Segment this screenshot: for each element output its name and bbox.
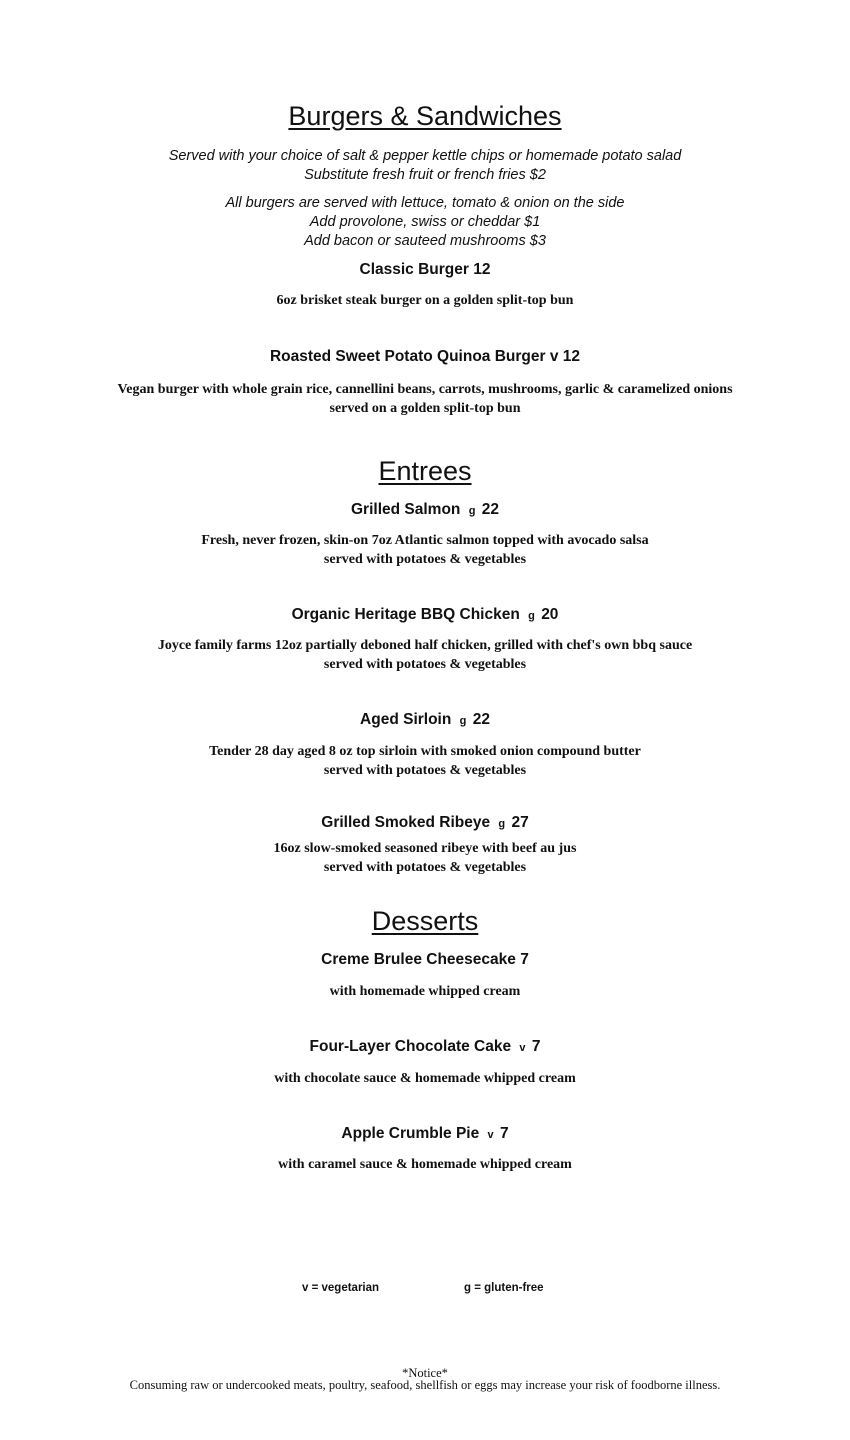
item-description: Joyce family farms 12oz partially deboned half chicken, grilled with chef's own bbq sauce bbox=[157, 638, 693, 653]
item-description: Tender 28 day aged 8 oz top sirloin with smoked onion compound butter bbox=[209, 744, 641, 759]
notice-title: *Notice* bbox=[402, 1366, 448, 1380]
item-description: with chocolate sauce & homemade whipped cream bbox=[274, 1071, 576, 1086]
item-description: with caramel sauce & homemade whipped cream bbox=[278, 1157, 572, 1172]
item-description: served with potatoes & vegetables bbox=[323, 657, 527, 672]
item-name: Apple Crumble Pie bbox=[341, 1125, 480, 1142]
item-name: Roasted Sweet Potato Quinoa Burger bbox=[269, 348, 546, 365]
item-tag: g bbox=[459, 715, 467, 727]
burgers-note-sides: Served with your choice of salt & pepper kettle chips or homemade potato salad bbox=[168, 148, 682, 164]
item-name: Grilled Salmon bbox=[351, 501, 461, 518]
item-price: 27 bbox=[511, 814, 529, 831]
menu-item-creme-brulee-cheesecake bbox=[0, 951, 850, 969]
item-price: 12 bbox=[473, 261, 491, 278]
legend-vegetarian: v = vegetarian bbox=[302, 1282, 380, 1294]
item-description: with homemade whipped cream bbox=[329, 984, 521, 999]
burgers-note-toppings: All burgers are served with lettuce, tomato & onion on the side bbox=[225, 195, 625, 211]
item-name: Organic Heritage BBQ Chicken bbox=[291, 606, 520, 623]
menu-item-apple-crumble-pie bbox=[0, 1125, 850, 1143]
legend-gluten-free: g = gluten-free bbox=[464, 1282, 544, 1294]
menu-item-bbq-chicken bbox=[0, 606, 850, 624]
menu-item-sweet-potato-burger bbox=[0, 348, 850, 366]
section-title-burgers: Burgers & Sandwiches bbox=[288, 101, 562, 131]
item-description: served with potatoes & vegetables bbox=[323, 763, 527, 778]
menu-item-chocolate-cake bbox=[0, 1038, 850, 1056]
item-name: Grilled Smoked Ribeye bbox=[321, 814, 491, 831]
item-price: 12 bbox=[562, 348, 581, 365]
menu-item-classic-burger bbox=[0, 261, 850, 279]
item-price: 7 bbox=[531, 1038, 541, 1055]
menu-item-grilled-salmon bbox=[0, 501, 850, 519]
item-name: Creme Brulee Cheesecake bbox=[321, 951, 516, 968]
item-tag: v bbox=[549, 348, 559, 365]
item-price: 22 bbox=[472, 711, 490, 728]
item-description: Fresh, never frozen, skin-on 7oz Atlantic salmon topped with avocado salsa bbox=[201, 533, 649, 548]
item-description: served with potatoes & vegetables bbox=[323, 552, 527, 567]
notice-text: Consuming raw or undercooked meats, poultry, seafood, shellfish or eggs may increase your risk of foodborne illness. bbox=[129, 1378, 721, 1392]
item-price: 7 bbox=[520, 951, 529, 968]
item-description: served with potatoes & vegetables bbox=[323, 860, 527, 875]
item-tag: g bbox=[468, 505, 476, 517]
item-price: 22 bbox=[481, 501, 499, 518]
item-name: Aged Sirloin bbox=[360, 711, 452, 728]
item-name: Four-Layer Chocolate Cake bbox=[309, 1038, 512, 1055]
item-price: 20 bbox=[541, 606, 559, 623]
item-description: 6oz brisket steak burger on a golden split-top bun bbox=[276, 293, 574, 308]
burgers-note-substitute: Substitute fresh fruit or french fries $2 bbox=[304, 167, 546, 183]
item-tag: g bbox=[528, 610, 535, 622]
burgers-note-bacon: Add bacon or sauteed mushrooms $3 bbox=[304, 233, 546, 249]
section-title-entrees: Entrees bbox=[378, 456, 472, 486]
item-price: 7 bbox=[499, 1125, 509, 1142]
menu-item-aged-sirloin bbox=[0, 711, 850, 729]
item-name: Classic Burger bbox=[359, 261, 469, 278]
section-title-desserts: Desserts bbox=[371, 906, 479, 936]
item-tag: v bbox=[519, 1042, 526, 1054]
item-description: served on a golden split-top bun bbox=[329, 401, 521, 416]
item-description: 16oz slow-smoked seasoned ribeye with beef au jus bbox=[273, 841, 577, 856]
item-tag: g bbox=[498, 818, 506, 830]
item-tag: v bbox=[487, 1129, 494, 1141]
burgers-note-cheese: Add provolone, swiss or cheddar $1 bbox=[309, 214, 541, 230]
menu-item-smoked-ribeye bbox=[0, 814, 850, 832]
item-description: Vegan burger with whole grain rice, cannellini beans, carrots, mushrooms, garlic & caramelized onions bbox=[117, 382, 733, 397]
